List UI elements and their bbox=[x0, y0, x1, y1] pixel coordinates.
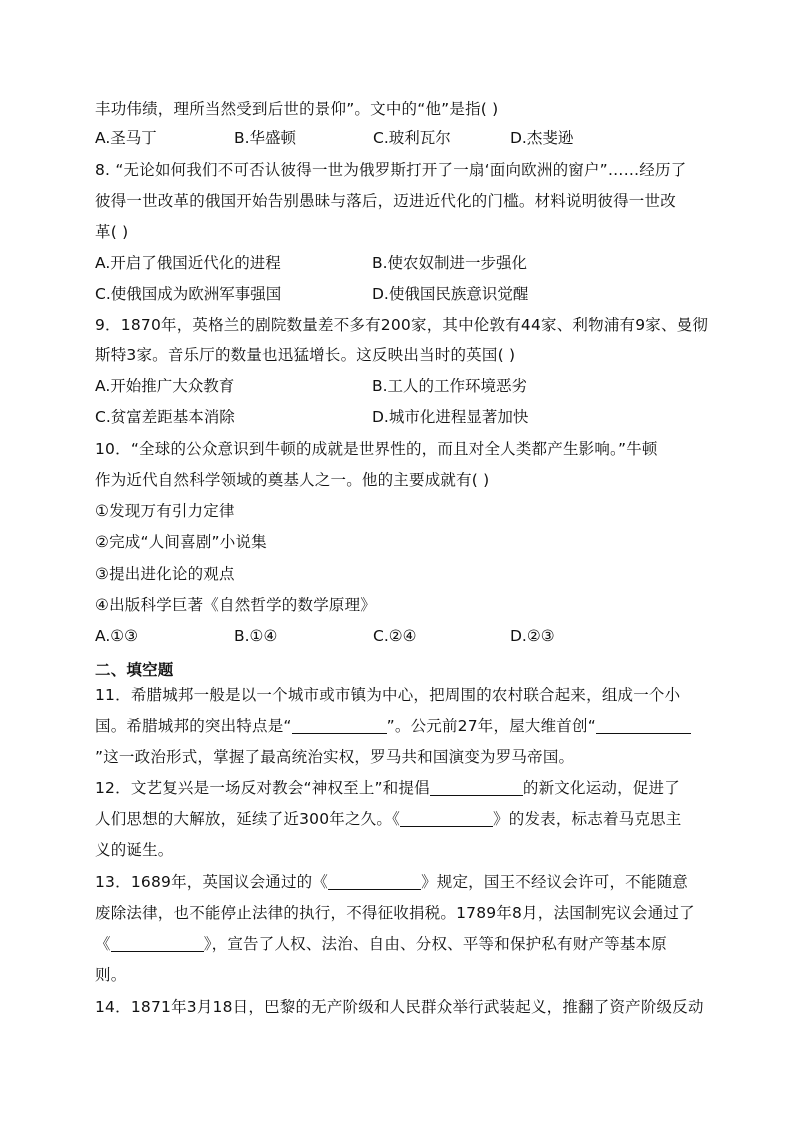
q14-stem-line-1: 14．1871年3月18日，巴黎的无产阶级和人民群众举行武装起义，推翻了资产阶级反动 bbox=[95, 998, 704, 1016]
q10-item-2: ②完成“人间喜剧”小说集 bbox=[95, 533, 267, 551]
q8-stem-line-3: 革( ) bbox=[95, 223, 129, 241]
q8-option-a: A.开启了俄国近代化的进程 bbox=[95, 254, 281, 272]
q13-blank-2[interactable] bbox=[111, 935, 204, 952]
q7-stem-line: 丰功伟绩，理所当然受到后世的景仰”。文中的“他”是指( ) bbox=[95, 100, 499, 118]
q12-text-d: 》的发表，标志着马克思主 bbox=[493, 810, 682, 828]
q8-option-c: C.使俄国成为欧洲军事强国 bbox=[95, 285, 282, 303]
q7-option-a: A.圣马丁 bbox=[95, 129, 157, 147]
q13-text-a: 13．1689年，英国议会通过的《 bbox=[95, 873, 329, 891]
q8-option-b: B.使农奴制进一步强化 bbox=[372, 254, 528, 272]
q13-blank-1[interactable] bbox=[328, 873, 421, 890]
q9-stem-line-1: 9．1870年，英格兰的剧院数量差不多有200家，其中伦敦有44家、利物浦有9家、曼彻 bbox=[95, 316, 709, 334]
q12-blank-1[interactable] bbox=[430, 779, 523, 796]
q13-text-d: 》，宣告了人权、法治、自由、分权、平等和保护私有财产等基本原 bbox=[203, 935, 667, 953]
q9-option-b: B.工人的工作环境恶劣 bbox=[372, 377, 528, 395]
q12-stem-line-1 bbox=[95, 777, 705, 799]
q10-item-3: ③提出进化论的观点 bbox=[95, 565, 235, 583]
q7-options bbox=[95, 127, 705, 149]
q13-stem-line-3 bbox=[95, 933, 705, 955]
q11-blank-1[interactable] bbox=[292, 717, 387, 734]
q9-option-a: A.开始推广大众教育 bbox=[95, 377, 235, 395]
q9-options-row-1 bbox=[95, 375, 705, 397]
q12-stem-line-2 bbox=[95, 808, 705, 830]
q8-stem-line-2: 彼得一世改革的俄国开始告别愚昧与落后，迈进近代化的门槛。材料说明彼得一世改 bbox=[95, 192, 676, 210]
q12-blank-2[interactable] bbox=[400, 810, 493, 827]
q8-options-row-2 bbox=[95, 283, 705, 305]
q10-options bbox=[95, 625, 705, 647]
q12-stem-line-3: 义的诞生。 bbox=[95, 841, 174, 859]
q11-stem-line-2 bbox=[95, 715, 705, 737]
q10-option-d: D.②③ bbox=[510, 627, 555, 645]
q8-stem-line-1: 8. “无论如何我们不可否认彼得一世为俄罗斯打开了一扇‘面向欧洲的窗户”……经历了 bbox=[95, 161, 687, 179]
q10-option-b: B.①④ bbox=[234, 627, 278, 645]
q13-text-b: 》规定，国王不经议会许可，不能随意 bbox=[421, 873, 688, 891]
q10-option-a: A.①③ bbox=[95, 627, 139, 645]
q11-stem-line-3: ”这一政治形式，掌握了最高统治实权，罗马共和国演变为罗马帝国。 bbox=[95, 748, 575, 766]
q12-text-b: 的新文化运动，促进了 bbox=[522, 779, 680, 797]
q13-stem-line-1 bbox=[95, 871, 705, 893]
q8-options-row-1 bbox=[95, 252, 705, 274]
q9-option-c: C.贫富差距基本消除 bbox=[95, 408, 235, 426]
section-title: 二、填空题 bbox=[95, 661, 174, 679]
q9-option-d: D.城市化进程显著加快 bbox=[372, 408, 529, 426]
q11-blank-2[interactable] bbox=[596, 717, 691, 734]
q13-text-c: 《 bbox=[95, 935, 111, 953]
q13-stem-line-2: 废除法律，也不能停止法律的执行，不得征收捐税。1789年8月，法国制宪议会通过了 bbox=[95, 904, 695, 922]
q12-text-a: 12．文艺复兴是一场反对教会“神权至上”和提倡 bbox=[95, 779, 430, 797]
q10-stem-line-1: 10．“全球的公众意识到牛顿的成就是世界性的，而且对全人类都产生影响。”牛顿 bbox=[95, 440, 658, 458]
q10-item-4: ④出版科学巨著《自然哲学的数学原理》 bbox=[95, 596, 376, 614]
q10-stem-line-2: 作为近代自然科学领域的奠基人之一。他的主要成就有( ) bbox=[95, 471, 490, 489]
q10-option-c: C.②④ bbox=[373, 627, 417, 645]
q12-text-c: 人们思想的大解放，延续了近300年之久。《 bbox=[95, 810, 401, 828]
q11-text-b: ”。公元前27年，屋大维首创“ bbox=[386, 717, 596, 735]
q9-options-row-2 bbox=[95, 406, 705, 428]
q7-option-d: D.杰斐逊 bbox=[510, 129, 574, 147]
q7-option-c: C.玻利瓦尔 bbox=[373, 129, 451, 147]
q11-text-a: 国。希腊城邦的突出特点是“ bbox=[95, 717, 292, 735]
q13-stem-line-4: 则。 bbox=[95, 966, 127, 984]
q11-stem-line-1: 11．希腊城邦一般是以一个城市或市镇为中心，把周围的农村联合起来，组成一个小 bbox=[95, 686, 681, 704]
q10-item-1: ①发现万有引力定律 bbox=[95, 502, 235, 520]
q9-stem-line-2: 斯特3家。音乐厅的数量也迅猛增长。这反映出当时的英国( ) bbox=[95, 346, 516, 364]
q8-option-d: D.使俄国民族意识觉醒 bbox=[372, 285, 529, 303]
q7-option-b: B.华盛顿 bbox=[234, 129, 297, 147]
